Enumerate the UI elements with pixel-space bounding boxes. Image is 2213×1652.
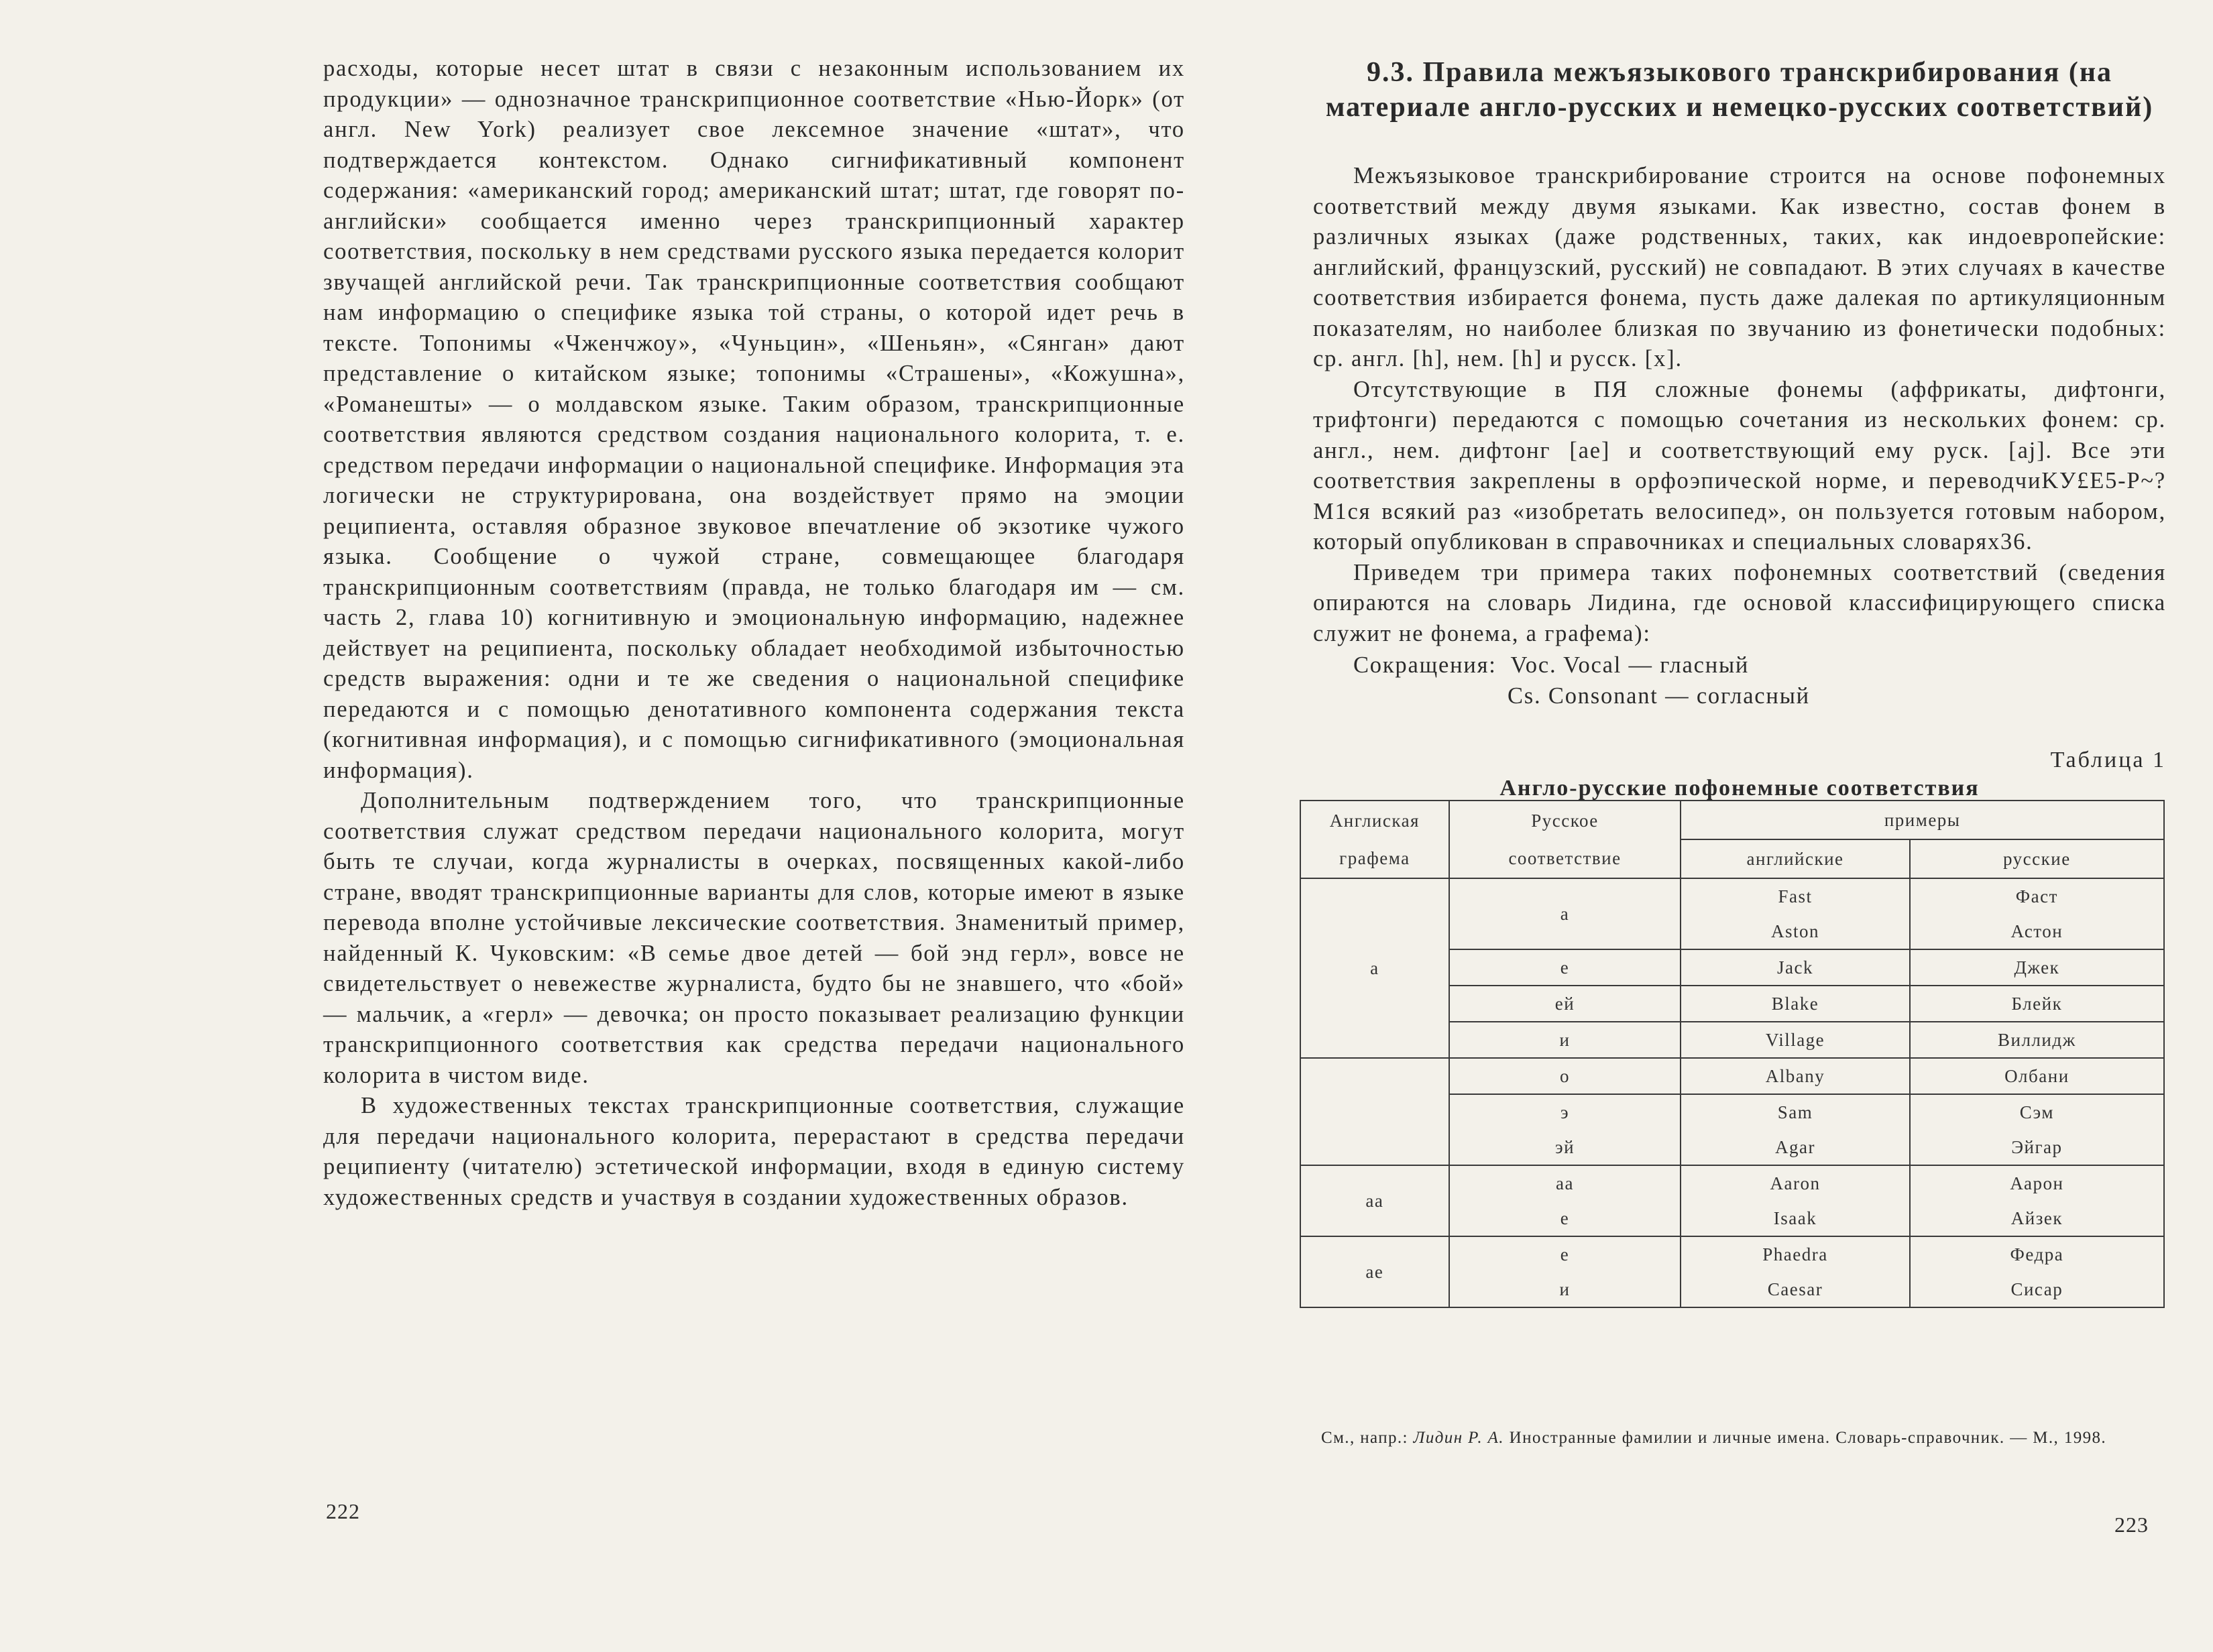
footnote-author: Лидин Р. А.: [1413, 1429, 1504, 1447]
english-examples-cell: Aaron Isaak: [1681, 1165, 1909, 1236]
russian-examples-cell: Олбани: [1910, 1058, 2164, 1094]
abbreviations: [1353, 650, 2166, 711]
page-number: 223: [2114, 1513, 2149, 1537]
english-examples-cell: Village: [1681, 1022, 1909, 1058]
english-examples-cell: Phaedra Caesar: [1681, 1236, 1909, 1307]
footnote: [1294, 1427, 2166, 1449]
abbreviations-label: Сокращения:: [1353, 652, 1497, 678]
correspondence-cell: аа е: [1449, 1165, 1681, 1236]
russian-examples-cell: Сэм Эйгар: [1910, 1094, 2164, 1165]
table-header-row: [1300, 801, 2164, 839]
english-examples-cell: Jack: [1681, 949, 1909, 986]
correspondence-cell: о: [1449, 1058, 1681, 1094]
footnote-text: Иностранные фамилии и личные имена. Словарь-справочник. — М., 1998.: [1509, 1429, 2107, 1447]
table-label: Таблица 1: [2050, 748, 2166, 772]
paragraph: расходы, которые несет штат в связи с незаконным использованием их продукции» — однозначное транскрипционное соответствие «Нью-Йорк» (от англ. New York) реализует свое лексемное значение «штат», что подтверждается контекстом. Однако сигнификативный компонент содержания: «американский город; американский штат; штат, где говорят по-английски» сообщается именно через транскрипционный характер соответствия, поскольку в нем средствами русского языка передается колорит звучащей английской речи. Так транскрипционные соответствия сообщают нам информацию о специфике языка той страны, о которой идет речь в тексте. Топонимы «Чженчжоу», «Чуньцин», «Шеньян», «Сянган» дают представление о китайском языке; топонимы «Страшены», «Кожушна», «Романешты» — о молдавском языке. Таким образом, транскрипционные соответствия являются средством создания национального колорита, т. е. средством передачи информации о национальной специфике. Информация эта логически не структурирована, она воздействует прямо на эмоции реципиента, оставляя образное звуковое впечатление об экзотике чужого языка. Сообщение о чужой стране, совмещающее благодаря транскрипционным соответствиям (правда, не только благодаря им — см. часть 2, глава 10) когнитивную и эмоциональную информацию, надежнее действует на реципиента, поскольку обладает необходимой избыточностью средств выражения: одни и те же сведения о национальной специфике передаются и с помощью денотативного компонента содержания текста (когнитивная информация), и с помощью сигнификативного (эмоциональная информация).: [323, 56, 1185, 783]
russian-examples-cell: Джек: [1910, 949, 2164, 986]
correspondence-cell: э эй: [1449, 1094, 1681, 1165]
paragraph: Межъязыковое транскрибирование строится на основе пофонемных соответствий между двумя языками. Как известно, состав фонем в различных языках (даже родственных, таких, как индоевропейские: английский, французский, русский) не совпадают. В этих случаях в качестве соответствия избирается фонема, пусть даже далекая по артикуляционным показателям, но наиболее близкая по звучанию из фонетически подобных: ср. англ. [h], нем. [h] и русск. [x].: [1313, 163, 2166, 371]
table-title: Англо-русские пофонемные соответствия: [1499, 775, 1980, 801]
correspondence-cell: и: [1449, 1022, 1681, 1058]
russian-examples-cell: Блейк: [1910, 986, 2164, 1022]
header-examples: примеры: [1681, 801, 2164, 839]
right-text-column: [1313, 55, 2166, 1308]
header-english: английские: [1681, 839, 1909, 878]
footnote-prefix: См., напр.:: [1321, 1429, 1408, 1447]
paragraph: Отсутствующие в ПЯ сложные фонемы (аффрикаты, дифтонги, трифтонги) передаются с помощью сочетания из нескольких фонем: ср. англ., нем. дифтонг [ae] и соответствующий ему руск. [aj]. Все эти соответствия закреплены в орфоэпической норме, и переводчиKУ£E5-P~?M1ся всякий раз «изобретать велосипед», он пользуется готовым набором, который опубликован в справочниках и специальных словарях36.: [1313, 376, 2166, 554]
russian-examples-cell: Фаст Астон: [1910, 878, 2164, 949]
english-examples-cell: Fast Aston: [1681, 878, 1909, 949]
correspondence-cell: e: [1449, 949, 1681, 986]
header-russian-correspondence: Русское соответствие: [1449, 801, 1681, 878]
paragraph: Приведем три примера таких пофонемных соответствий (сведения опираются на словарь Лидина, где основой классифицирующего списка служит не фонема, а графема):: [1313, 559, 2166, 646]
table-row: [1300, 1165, 2164, 1236]
abbreviation-item: Voc. Vocal — гласный: [1510, 652, 1750, 678]
header-russian: русские: [1910, 839, 2164, 878]
grapheme-cell: ae: [1300, 1236, 1449, 1307]
grapheme-cell: [1300, 1058, 1449, 1165]
english-examples-cell: Albany: [1681, 1058, 1909, 1094]
english-examples-cell: Sam Agar: [1681, 1094, 1909, 1165]
table-row: [1300, 878, 2164, 949]
russian-examples-cell: Виллидж: [1910, 1022, 2164, 1058]
paragraph: В художественных текстах транскрипционные соответствия, служащие для передачи национального колорита, перерастают в средства передачи реципиенту (читателю) эстетической информации, входя в единую систему художественных средств и участвуя в создании художественных образов.: [323, 1093, 1185, 1210]
section-title: 9.3. Правила межъязыкового транскрибирования (на материале англо-русских и немецко-русских соответствий): [1325, 57, 2154, 123]
grapheme-cell: aa: [1300, 1165, 1449, 1236]
header-grapheme: Англиская графема: [1300, 801, 1449, 878]
table-row: [1300, 1236, 2164, 1307]
correspondence-table: [1300, 800, 2165, 1308]
correspondence-cell: a: [1449, 878, 1681, 949]
abbreviation-item: Cs. Consonant — согласный: [1508, 683, 1810, 709]
english-examples-cell: Blake: [1681, 986, 1909, 1022]
table-row: [1300, 1058, 2164, 1094]
page-number: 222: [326, 1499, 360, 1523]
left-text-column: [323, 54, 1185, 1213]
russian-examples-cell: Федра Сисар: [1910, 1236, 2164, 1307]
russian-examples-cell: Аарон Айзек: [1910, 1165, 2164, 1236]
correspondence-cell: ей: [1449, 986, 1681, 1022]
correspondence-cell: е и: [1449, 1236, 1681, 1307]
grapheme-cell: a: [1300, 878, 1449, 1058]
paragraph: Дополнительным подтверждением того, что транскрипционные соответствия служат средством передачи национального колорита, могут быть те случаи, когда журналисты в очерках, посвященных какой-либо стране, вводят транскрипционные варианты для слов, которые имеют в языке перевода вполне устойчивые лексические соответствия. Знаменитый пример, найденный К. Чуковским: «В семье двое детей — бой энд герл», вовсе не свидетельствует о невежестве журналиста, будто бы не знавшего, что «бой» — мальчик, а «герл» — девочка; он просто показывает реализацию функции транскрипционного соответствия как средства передачи национального колорита в чистом виде.: [323, 788, 1185, 1088]
